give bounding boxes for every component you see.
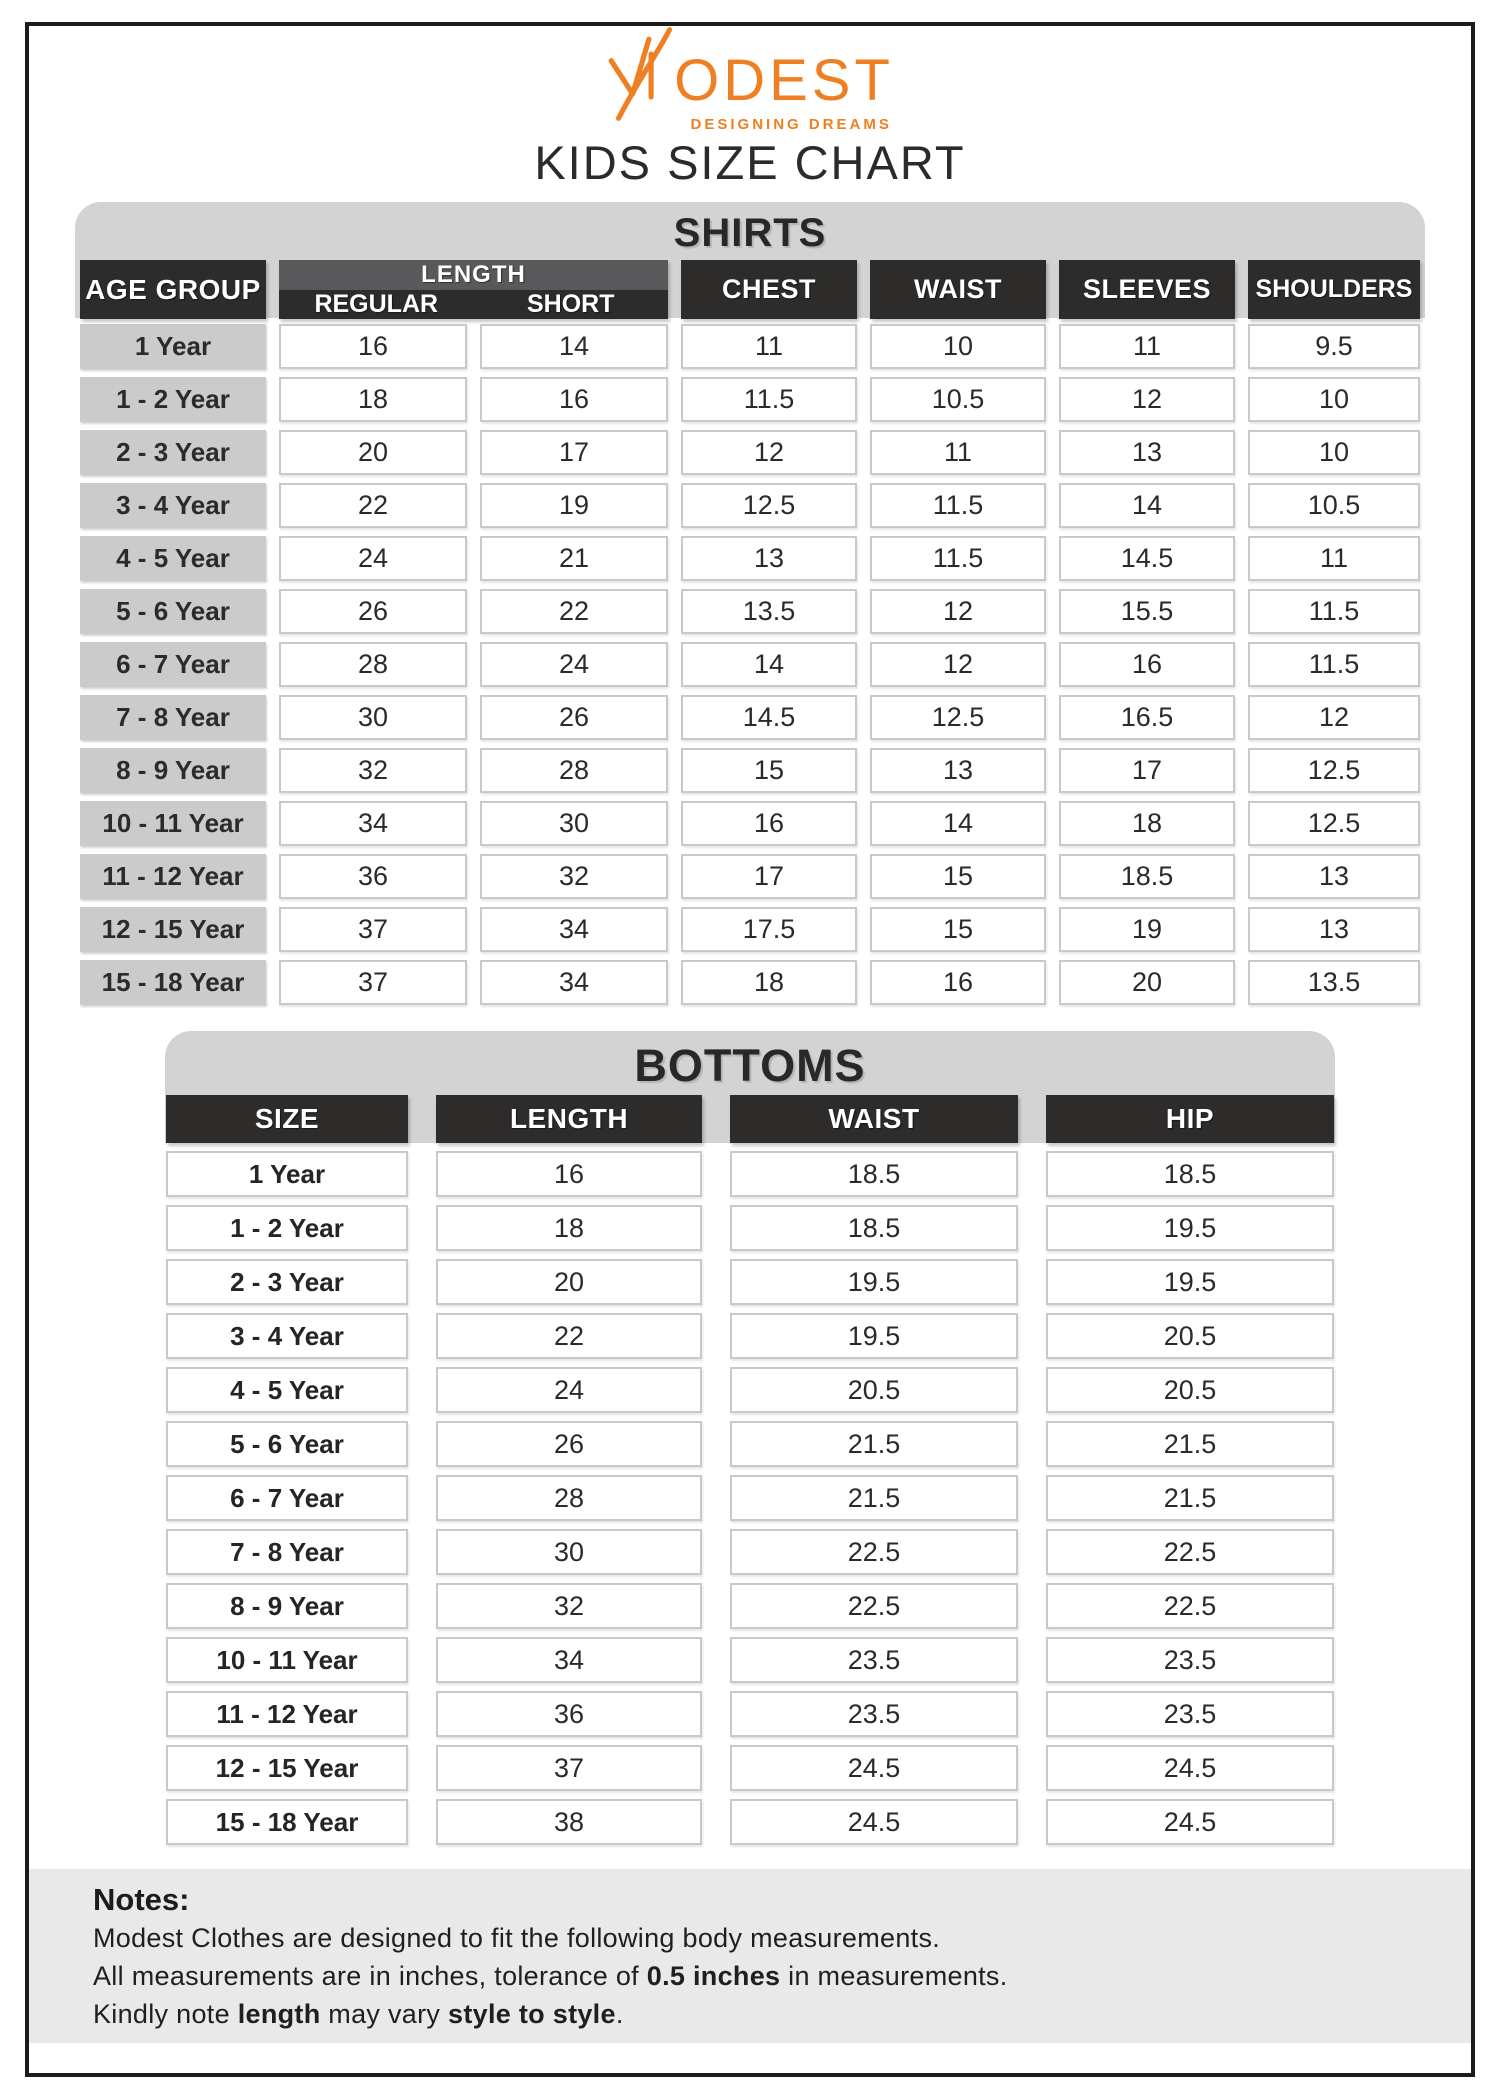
measurement-cell: 14 bbox=[870, 801, 1046, 846]
measurement-cell: 15 bbox=[870, 907, 1046, 952]
bottoms-table-row bbox=[165, 1367, 1335, 1413]
bottoms-header-size: SIZE bbox=[166, 1095, 408, 1143]
measurement-cell: 18.5 bbox=[730, 1151, 1018, 1197]
measurement-cell: 12.5 bbox=[870, 695, 1046, 740]
measurement-cell: 32 bbox=[279, 748, 467, 793]
age-group-cell: 1 - 2 Year bbox=[80, 377, 266, 422]
measurement-cell: 19.5 bbox=[730, 1259, 1018, 1305]
measurement-cell: 12.5 bbox=[1248, 748, 1420, 793]
bottoms-title: BOTTOMS bbox=[634, 1040, 866, 1091]
measurement-cell: 16 bbox=[480, 377, 668, 422]
measurement-cell: 14 bbox=[681, 642, 857, 687]
age-group-cell: 8 - 9 Year bbox=[80, 748, 266, 793]
shirts-table-row bbox=[80, 801, 1420, 846]
measurement-cell: 16 bbox=[436, 1151, 702, 1197]
measurement-cell: 11.5 bbox=[870, 536, 1046, 581]
measurement-cell: 30 bbox=[436, 1529, 702, 1575]
notes-line: Modest Clothes are designed to fit the following body measurements. bbox=[93, 1923, 941, 1953]
measurement-cell: 17 bbox=[681, 854, 857, 899]
measurement-cell: 19 bbox=[1059, 907, 1235, 952]
measurement-cell: 19.5 bbox=[730, 1313, 1018, 1359]
notes-heading: Notes: bbox=[93, 1882, 190, 1917]
bottoms-header-row bbox=[165, 1095, 1335, 1143]
shirts-header-chest: CHEST bbox=[681, 260, 857, 319]
shirts-table-row bbox=[80, 907, 1420, 952]
measurement-cell: 18.5 bbox=[1046, 1151, 1334, 1197]
age-group-cell: 2 - 3 Year bbox=[80, 430, 266, 475]
brand-wordmark bbox=[606, 26, 894, 122]
measurement-cell: 18 bbox=[681, 960, 857, 1005]
measurement-cell: 11.5 bbox=[681, 377, 857, 422]
measurement-cell: 26 bbox=[279, 589, 467, 634]
measurement-cell: 14.5 bbox=[681, 695, 857, 740]
bottoms-table-row bbox=[165, 1799, 1335, 1845]
measurement-cell: 11 bbox=[681, 324, 857, 369]
size-cell: 12 - 15 Year bbox=[166, 1745, 408, 1791]
age-group-cell: 11 - 12 Year bbox=[80, 854, 266, 899]
measurement-cell: 22.5 bbox=[730, 1583, 1018, 1629]
measurement-cell: 15.5 bbox=[1059, 589, 1235, 634]
measurement-cell: 22 bbox=[279, 483, 467, 528]
measurement-cell: 16.5 bbox=[1059, 695, 1235, 740]
shirts-header-waist: WAIST bbox=[870, 260, 1046, 319]
bottoms-table-row bbox=[165, 1529, 1335, 1575]
measurement-cell: 23.5 bbox=[1046, 1637, 1334, 1683]
shirts-header-regular: REGULAR bbox=[314, 290, 439, 318]
measurement-cell: 30 bbox=[279, 695, 467, 740]
measurement-cell: 36 bbox=[436, 1691, 702, 1737]
age-group-cell: 15 - 18 Year bbox=[80, 960, 266, 1005]
measurement-cell: 34 bbox=[279, 801, 467, 846]
measurement-cell: 20 bbox=[1059, 960, 1235, 1005]
shirts-header-length-sub bbox=[279, 290, 668, 319]
measurement-cell: 12 bbox=[681, 430, 857, 475]
measurement-cell: 26 bbox=[480, 695, 668, 740]
shirts-table-row bbox=[80, 589, 1420, 634]
measurement-cell: 23.5 bbox=[730, 1637, 1018, 1683]
bottoms-table-row bbox=[165, 1313, 1335, 1359]
shirts-header-length: LENGTH bbox=[279, 260, 668, 290]
measurement-cell: 24.5 bbox=[1046, 1745, 1334, 1791]
measurement-cell: 20 bbox=[279, 430, 467, 475]
age-group-cell: 12 - 15 Year bbox=[80, 907, 266, 952]
measurement-cell: 14 bbox=[1059, 483, 1235, 528]
shirts-table-row bbox=[80, 748, 1420, 793]
measurement-cell: 17 bbox=[480, 430, 668, 475]
measurement-cell: 38 bbox=[436, 1799, 702, 1845]
measurement-cell: 20.5 bbox=[730, 1367, 1018, 1413]
measurement-cell: 12 bbox=[870, 589, 1046, 634]
measurement-cell: 26 bbox=[436, 1421, 702, 1467]
measurement-cell: 11.5 bbox=[1248, 589, 1420, 634]
measurement-cell: 18 bbox=[436, 1205, 702, 1251]
brand-m-swoosh-icon bbox=[606, 26, 674, 122]
measurement-cell: 30 bbox=[480, 801, 668, 846]
measurement-cell: 15 bbox=[681, 748, 857, 793]
page-title: KIDS SIZE CHART bbox=[534, 136, 966, 189]
shirts-table-row bbox=[80, 483, 1420, 528]
shirts-table-row bbox=[80, 377, 1420, 422]
measurement-cell: 13 bbox=[1248, 907, 1420, 952]
size-cell: 2 - 3 Year bbox=[166, 1259, 408, 1305]
measurement-cell: 37 bbox=[279, 907, 467, 952]
measurement-cell: 19.5 bbox=[1046, 1205, 1334, 1251]
size-cell: 3 - 4 Year bbox=[166, 1313, 408, 1359]
measurement-cell: 9.5 bbox=[1248, 324, 1420, 369]
notes-panel bbox=[29, 1869, 1471, 2043]
measurement-cell: 16 bbox=[870, 960, 1046, 1005]
measurement-cell: 34 bbox=[480, 960, 668, 1005]
notes-line: Kindly note length may vary style to style. bbox=[93, 1999, 624, 2029]
measurement-cell: 13 bbox=[681, 536, 857, 581]
measurement-cell: 23.5 bbox=[1046, 1691, 1334, 1737]
measurement-cell: 36 bbox=[279, 854, 467, 899]
bottoms-table-row bbox=[165, 1205, 1335, 1251]
shirts-header-shoulders: SHOULDERS bbox=[1248, 260, 1420, 319]
shirts-header-row bbox=[75, 260, 1425, 318]
bottoms-table-row bbox=[165, 1259, 1335, 1305]
bottoms-table-row bbox=[165, 1421, 1335, 1467]
measurement-cell: 28 bbox=[279, 642, 467, 687]
size-cell: 11 - 12 Year bbox=[166, 1691, 408, 1737]
bottoms-table-row bbox=[165, 1475, 1335, 1521]
measurement-cell: 13 bbox=[870, 748, 1046, 793]
size-cell: 1 - 2 Year bbox=[166, 1205, 408, 1251]
shirts-table-row bbox=[80, 695, 1420, 740]
shirts-header-short: SHORT bbox=[527, 290, 615, 318]
measurement-cell: 17.5 bbox=[681, 907, 857, 952]
shirts-header-sleeves: SLEEVES bbox=[1059, 260, 1235, 319]
measurement-cell: 22 bbox=[436, 1313, 702, 1359]
measurement-cell: 18.5 bbox=[730, 1205, 1018, 1251]
shirts-header-age-group: AGE GROUP bbox=[80, 260, 266, 319]
measurement-cell: 11.5 bbox=[870, 483, 1046, 528]
size-cell: 7 - 8 Year bbox=[166, 1529, 408, 1575]
measurement-cell: 16 bbox=[1059, 642, 1235, 687]
measurement-cell: 16 bbox=[681, 801, 857, 846]
measurement-cell: 21 bbox=[480, 536, 668, 581]
measurement-cell: 32 bbox=[480, 854, 668, 899]
bottoms-header-waist: WAIST bbox=[730, 1095, 1018, 1143]
measurement-cell: 11 bbox=[1059, 324, 1235, 369]
shirts-header-length-group bbox=[279, 260, 668, 319]
measurement-cell: 15 bbox=[870, 854, 1046, 899]
age-group-cell: 3 - 4 Year bbox=[80, 483, 266, 528]
measurement-cell: 21.5 bbox=[730, 1475, 1018, 1521]
bottoms-section bbox=[0, 1031, 1500, 1845]
measurement-cell: 32 bbox=[436, 1583, 702, 1629]
shirts-table-row bbox=[80, 960, 1420, 1005]
measurement-cell: 19 bbox=[480, 483, 668, 528]
measurement-cell: 24 bbox=[480, 642, 668, 687]
measurement-cell: 12 bbox=[1248, 695, 1420, 740]
measurement-cell: 13.5 bbox=[681, 589, 857, 634]
measurement-cell: 10 bbox=[1248, 430, 1420, 475]
age-group-cell: 5 - 6 Year bbox=[80, 589, 266, 634]
measurement-cell: 24.5 bbox=[1046, 1799, 1334, 1845]
measurement-cell: 14.5 bbox=[1059, 536, 1235, 581]
measurement-cell: 17 bbox=[1059, 748, 1235, 793]
measurement-cell: 12.5 bbox=[681, 483, 857, 528]
measurement-cell: 23.5 bbox=[730, 1691, 1018, 1737]
measurement-cell: 20.5 bbox=[1046, 1313, 1334, 1359]
shirts-table-row bbox=[80, 536, 1420, 581]
measurement-cell: 16 bbox=[279, 324, 467, 369]
size-cell: 5 - 6 Year bbox=[166, 1421, 408, 1467]
bottoms-table-row bbox=[165, 1745, 1335, 1791]
measurement-cell: 21.5 bbox=[1046, 1421, 1334, 1467]
size-cell: 10 - 11 Year bbox=[166, 1637, 408, 1683]
size-cell: 6 - 7 Year bbox=[166, 1475, 408, 1521]
measurement-cell: 11 bbox=[1248, 536, 1420, 581]
measurement-cell: 24.5 bbox=[730, 1799, 1018, 1845]
size-cell: 8 - 9 Year bbox=[166, 1583, 408, 1629]
measurement-cell: 13 bbox=[1059, 430, 1235, 475]
measurement-cell: 37 bbox=[279, 960, 467, 1005]
size-cell: 4 - 5 Year bbox=[166, 1367, 408, 1413]
age-group-cell: 10 - 11 Year bbox=[80, 801, 266, 846]
measurement-cell: 10 bbox=[1248, 377, 1420, 422]
measurement-cell: 14 bbox=[480, 324, 668, 369]
brand-name-text: ODEST bbox=[674, 48, 894, 113]
shirts-table-row bbox=[80, 854, 1420, 899]
measurement-cell: 22.5 bbox=[1046, 1529, 1334, 1575]
age-group-cell: 6 - 7 Year bbox=[80, 642, 266, 687]
bottoms-table-body bbox=[165, 1143, 1335, 1845]
brand-tagline: DESIGNING DREAMS bbox=[690, 116, 892, 133]
measurement-cell: 28 bbox=[436, 1475, 702, 1521]
measurement-cell: 18 bbox=[279, 377, 467, 422]
measurement-cell: 34 bbox=[480, 907, 668, 952]
shirts-title: SHIRTS bbox=[673, 211, 827, 255]
measurement-cell: 11 bbox=[870, 430, 1046, 475]
age-group-cell: 7 - 8 Year bbox=[80, 695, 266, 740]
measurement-cell: 21.5 bbox=[1046, 1475, 1334, 1521]
notes-lines bbox=[93, 1919, 1431, 2033]
measurement-cell: 22.5 bbox=[730, 1529, 1018, 1575]
measurement-cell: 11.5 bbox=[1248, 642, 1420, 687]
measurement-cell: 24.5 bbox=[730, 1745, 1018, 1791]
measurement-cell: 24 bbox=[279, 536, 467, 581]
bottoms-table-row bbox=[165, 1583, 1335, 1629]
measurement-cell: 19.5 bbox=[1046, 1259, 1334, 1305]
measurement-cell: 28 bbox=[480, 748, 668, 793]
bottoms-table-row bbox=[165, 1151, 1335, 1197]
measurement-cell: 12.5 bbox=[1248, 801, 1420, 846]
measurement-cell: 10 bbox=[870, 324, 1046, 369]
shirts-table-row bbox=[80, 324, 1420, 369]
age-group-cell: 4 - 5 Year bbox=[80, 536, 266, 581]
notes-line: All measurements are in inches, tolerance of 0.5 inches in measurements. bbox=[93, 1961, 1008, 1991]
bottoms-header-length: LENGTH bbox=[436, 1095, 702, 1143]
measurement-cell: 18.5 bbox=[1059, 854, 1235, 899]
measurement-cell: 13 bbox=[1248, 854, 1420, 899]
measurement-cell: 34 bbox=[436, 1637, 702, 1683]
bottoms-table-row bbox=[165, 1691, 1335, 1737]
brand-logo bbox=[606, 26, 894, 133]
size-cell: 1 Year bbox=[166, 1151, 408, 1197]
shirts-table-body bbox=[75, 318, 1425, 1005]
measurement-cell: 22.5 bbox=[1046, 1583, 1334, 1629]
measurement-cell: 12 bbox=[1059, 377, 1235, 422]
measurement-cell: 18 bbox=[1059, 801, 1235, 846]
age-group-cell: 1 Year bbox=[80, 324, 266, 369]
shirts-table-row bbox=[80, 642, 1420, 687]
measurement-cell: 13.5 bbox=[1248, 960, 1420, 1005]
measurement-cell: 20 bbox=[436, 1259, 702, 1305]
shirts-section bbox=[0, 202, 1500, 1005]
measurement-cell: 20.5 bbox=[1046, 1367, 1334, 1413]
shirts-table-row bbox=[80, 430, 1420, 475]
measurement-cell: 10.5 bbox=[1248, 483, 1420, 528]
header bbox=[0, 0, 1500, 190]
measurement-cell: 12 bbox=[870, 642, 1046, 687]
measurement-cell: 24 bbox=[436, 1367, 702, 1413]
measurement-cell: 21.5 bbox=[730, 1421, 1018, 1467]
measurement-cell: 22 bbox=[480, 589, 668, 634]
measurement-cell: 37 bbox=[436, 1745, 702, 1791]
bottoms-table-row bbox=[165, 1637, 1335, 1683]
size-cell: 15 - 18 Year bbox=[166, 1799, 408, 1845]
measurement-cell: 10.5 bbox=[870, 377, 1046, 422]
bottoms-header-hip: HIP bbox=[1046, 1095, 1334, 1143]
bottoms-band bbox=[165, 1031, 1335, 1143]
shirts-band bbox=[75, 202, 1425, 318]
